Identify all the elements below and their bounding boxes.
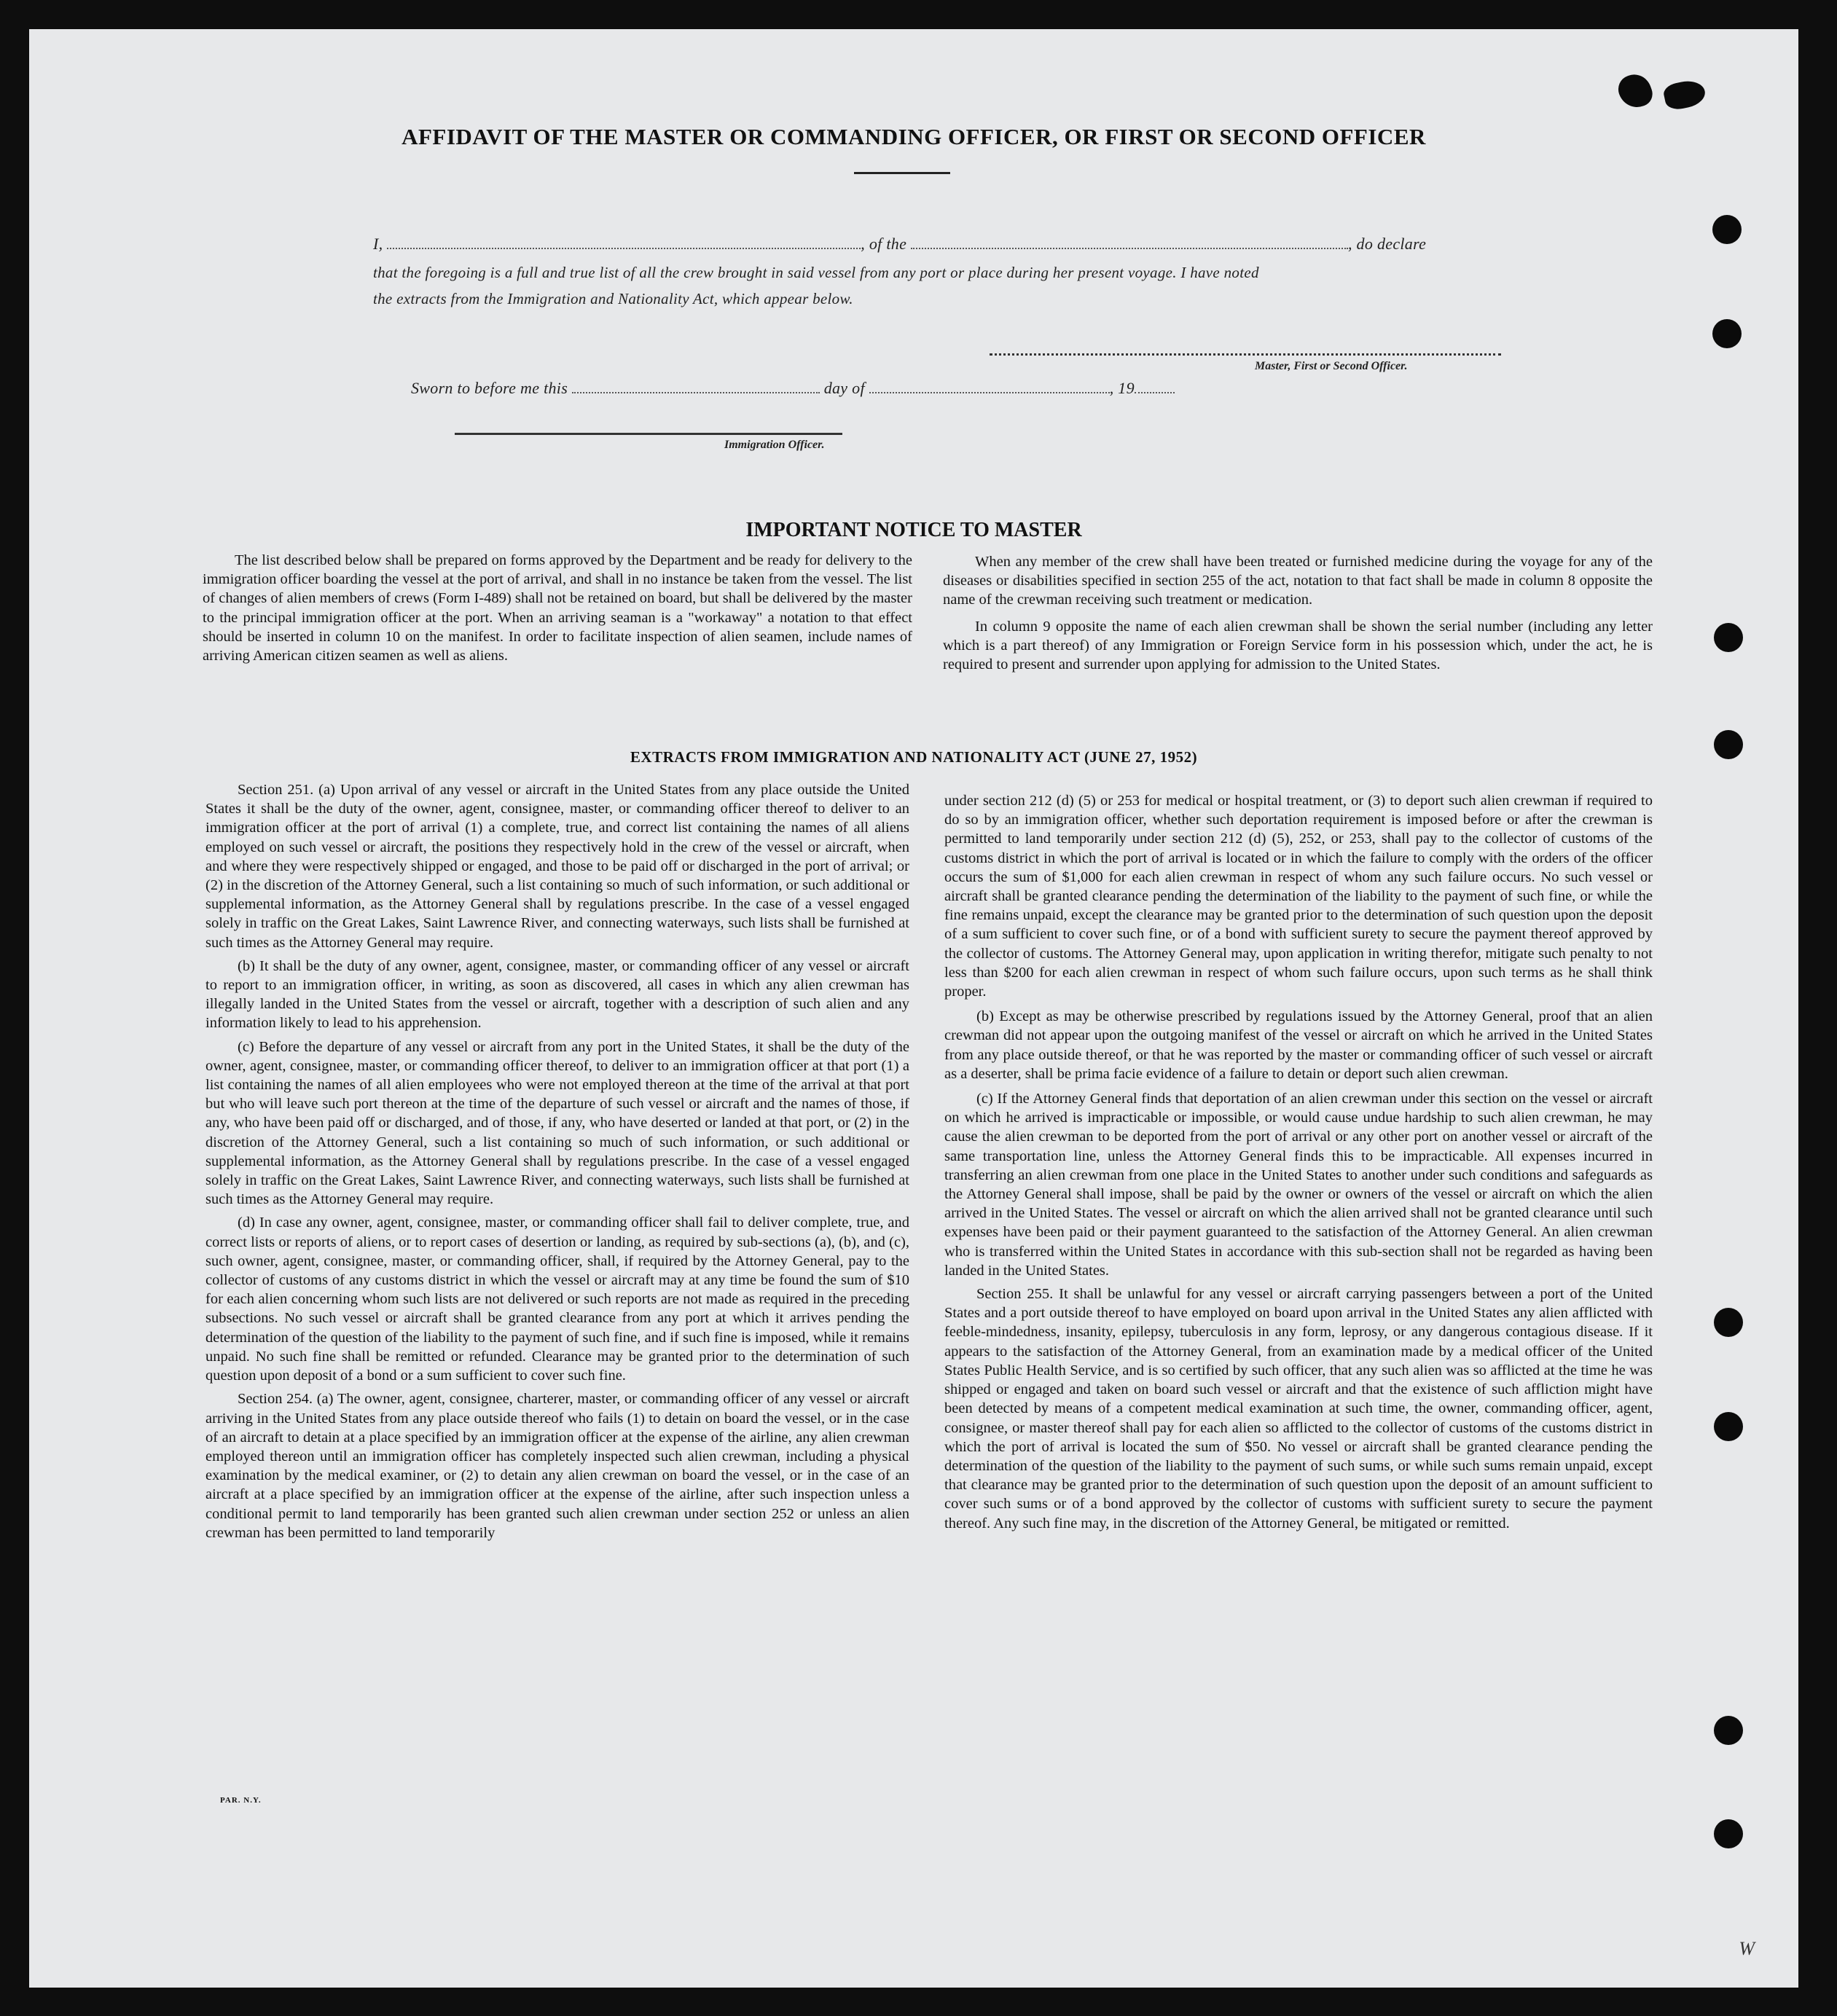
sworn-line xyxy=(411,379,1175,398)
i-label: I, xyxy=(373,235,383,253)
day-of-label: day of xyxy=(823,379,865,397)
of-the-label: , of the xyxy=(861,235,907,253)
affidavit-title: AFFIDAVIT OF THE MASTER OR COMMANDING OFFICER, OR FIRST OR SECOND OFFICER xyxy=(402,124,1426,149)
immigration-officer-label: Immigration Officer. xyxy=(724,439,825,451)
section-254-a-continued: under section 212 (d) (5) or 253 for medical or hospital treatment, or (3) to deport such alien crewman if required to do so by an immigration officer, whether such deportation requirement is imposed before or after the crewman is permitted to land temporarily under section 212 (d) (5), 252, or 253, shall pay to the collector of customs of the customs district in which the port of arrival is located or in which the failure to comply with the orders of the officer occurs the sum of $1,000 for each alien crewman in respect of whom any such failure occurs. No such vessel or aircraft shall be granted clearance pending the determination of the liability to the payment of such fine, or while the fine remains unpaid, except the clearance may be granted prior to the determination of such question upon the deposit of a sum sufficient to cover such fine, or of a bond with sufficient surety to secure the payment thereof approved by the collector of customs. The Attorney General may, upon application in writing therefor, mitigate such penalty to not less than $200 for each alien crewman in respect of whom such failure occurs, upon such terms as he shall think proper. xyxy=(944,793,1653,1000)
do-declare-label: , do declare xyxy=(1347,235,1427,253)
notice-right-column xyxy=(943,552,1653,678)
sworn-label: Sworn to before me this xyxy=(411,379,568,397)
title-underline xyxy=(854,172,950,174)
punch-hole-5 xyxy=(1714,1308,1743,1337)
extracts-right-column xyxy=(944,791,1653,1537)
section-251-b: (b) It shall be the duty of any owner, agent, consignee, master, or commanding officer of any vessel or aircraft to report to an immigration officer, in writing, as soon as discovered, all cases in which any alien crewman has illegally landed in the United States from the vessel or aircraft, together with a description of such alien and any information likely to lead to his apprehension. xyxy=(205,957,909,1032)
sworn-month-field[interactable] xyxy=(869,382,1110,393)
punch-hole-1 xyxy=(1712,215,1742,244)
notice-right-paragraph-2: In column 9 opposite the name of each alien crewman shall be shown the serial number (including any letter which is a part thereof) of any Immigration or Foreign Service form in his possession which, under the act, he is required to present and surrender upon applying for admission to the United States. xyxy=(943,618,1653,673)
master-signature-label: Master, First or Second Officer. xyxy=(1255,360,1408,372)
extracts-left-column xyxy=(205,780,909,1547)
declaration-line xyxy=(373,235,1426,254)
ink-blot-left xyxy=(1614,70,1656,112)
declaration-text-2: the extracts from the Immigration and Nationality Act, which appear below. xyxy=(373,290,853,307)
vessel-field[interactable] xyxy=(911,238,1348,249)
name-field[interactable] xyxy=(387,238,861,249)
section-251-d: (d) In case any owner, agent, consignee, master, or commanding officer shall fail to deliver complete, true, and correct lists or reports of aliens, or to report cases of desertion or landing, as required by sub-sections (a), (b), and (c), such owner, agent, consignee, master, or commanding officer, shall, if required by the Attorney General, pay to the collector of customs of any customs district in which the vessel or aircraft may at any time be found the sum of $10 for each alien concerning whom such lists are not delivered or such reports are not made as required in the preceding subsections. No such vessel or aircraft shall be granted clearance from any port at which it arrives pending the determination of the question of the liability to the payment of such fine, and if such fine is imposed, while it remains unpaid. No such fine shall be remitted or refunded. Clearance may be granted prior to the determination of such question upon deposit of a bond or a sum sufficient to cover such fine. xyxy=(205,1215,909,1384)
section-251-a: Section 251. (a) Upon arrival of any vessel or aircraft in the United States from any place outside the United States it shall be the duty of the owner, agent, consignee, master, or commanding officer thereof to deliver to an immigration officer at the port of arrival (1) a complete, true, and correct list containing the names of all aliens employed on such vessel or aircraft, the positions they respectively hold in the crew of the vessel or aircraft, when and where they were respectively shipped or engaged, and those to be paid off or discharged in the port of arrival; or (2) in the discretion of the Attorney General, such a list containing so much of such information, or such additional or supplemental information, as the Attorney General shall by regulations prescribe. In the case of a vessel engaged solely in traffic on the Great Lakes, Saint Lawrence River, and connecting waterways, such lists shall be furnished at such times as the Attorney General may require. xyxy=(205,782,909,951)
section-254-c: (c) If the Attorney General finds that deportation of an alien crewman under this section on the vessel or aircraft on which he arrived is impracticable or impossible, or would cause undue hardship to such alien crewman, he may cause the alien crewman to be deported from the port of arrival or any other port on another vessel or aircraft of the same transportation line, unless the Attorney General finds this to be impracticable. All expenses incurred in transferring an alien crewman from one place in the United States to another under such conditions and safeguards as the Attorney General shall impose, shall be paid by the owner or owners of the vessel or aircraft on which the alien arrived in the United States. The vessel or aircraft on which the alien arrived shall not be granted clearance until such expenses have been paid or their payment guaranteed to the satisfaction of the Attorney General. An alien crewman who is transferred within the United States in accordance with this sub-section shall not be regarded as having been landed in the United States. xyxy=(944,1091,1653,1279)
punch-hole-7 xyxy=(1714,1716,1743,1745)
section-254-b: (b) Except as may be otherwise prescribed by regulations issued by the Attorney General, proof that an alien crewman did not appear upon the outgoing manifest of the vessel or aircraft on which he arrived in the United States from any place outside thereof, or that he was reported by the master or commanding officer of such vessel or aircraft as a deserter, shall be prima facie evidence of a failure to detain or deport such alien crewman. xyxy=(944,1008,1653,1082)
section-251-c: (c) Before the departure of any vessel or aircraft from any port in the United States, it shall be the duty of the owner, agent, consignee, master, or commanding officer thereof, to deliver to an immigration officer at that port (1) a list containing the names of all alien employees who were not employed thereon at the time of the arrival at that port but who will leave such port thereon at the time of the departure of such vessel or aircraft and the names of those, if any, who have been paid off or discharged, and of those, if any, who have deserted or landed at that port, or (2) in the discretion of the Attorney General, such a list containing so much of such information, or such additional or supplemental information, as the Attorney General shall by regulations prescribe. In the case of a vessel engaged solely in traffic on the Great Lakes, Saint Lawrence River, and connecting waterways, such lists shall be furnished at such times as the Attorney General may require. xyxy=(205,1038,909,1208)
notice-left-column xyxy=(203,551,912,670)
printer-code: PAR. N.Y. xyxy=(220,1796,262,1805)
notice-heading: IMPORTANT NOTICE TO MASTER xyxy=(745,519,1082,541)
section-254-a: Section 254. (a) The owner, agent, consignee, charterer, master, or commanding officer of any vessel or aircraft arriving in the United States from any place outside thereof who fails (1) to detain on board the vessel, or in the case of an aircraft to detain at a place specified by an immigration officer at the expense of the airline, any alien crewman employed thereon until an immigration officer has completely inspected such alien crewman, including a physical examination by the medical examiner, or (2) to detain any alien crewman on board the vessel, or in the case of an aircraft at a place specified by an immigration officer at the expense of the airline, after such inspection unless a conditional permit to land temporarily has been granted such alien crewman under section 252 or unless an alien crewman has been permitted to land temporarily xyxy=(205,1391,909,1541)
punch-hole-6 xyxy=(1714,1412,1743,1441)
corner-handwritten-mark: W xyxy=(1739,1938,1755,1959)
section-255: Section 255. It shall be unlawful for any vessel or aircraft carrying passengers between a port of the United States and a port outside thereof to have employed on board upon arrival in the United States any alien afflicted with feeble-mindedness, insanity, epilepsy, tuberculosis in any form, leprosy, or any dangerous contagious disease. If it appears to the satisfaction of the Attorney General, from an examination made by a medical officer of the United States Public Health Service, and is so certified by such officer, that any such alien was so afflicted at the time he was shipped or engaged and taken on board such vessel or aircraft and that the existence of such affliction might have been detected by means of a competent medical examination at such time, the owner, commanding officer, agent, consignee, or master thereof shall pay for each alien so afflicted to the collector of customs of the customs district in which the port of arrival is located the sum of $50. No vessel or aircraft shall be granted clearance pending the determination of the question of the liability to the payment of such sums, or while such sums remain unpaid, except that clearance may be granted prior to the determination of such question upon the deposit of an amount sufficient to cover such sums or of a bond approved by the collector of customs with sufficient surety to secure the payment thereof. Any such fine may, in the discretion of the Attorney General, be mitigated or remitted. xyxy=(944,1286,1653,1531)
notice-right-paragraph-1: When any member of the crew shall have been treated or furnished medicine during the voyage for any of the diseases or disabilities specified in section 255 of the act, notation to that fact shall be made in column 8 opposite the name of the crewman receiving such treatment or medication. xyxy=(943,554,1653,608)
immigration-officer-signature-line[interactable] xyxy=(455,433,842,435)
declaration-text-1: that the foregoing is a full and true list of all the crew brought in said vessel from any port or place during her present voyage. I have noted xyxy=(373,264,1259,281)
ink-blot-right xyxy=(1662,78,1707,112)
notice-left-paragraph: The list described below shall be prepared on forms approved by the Department and be ready for delivery to the immigration officer boarding the vessel at the port of arrival, and shall in no instance be taken from the vessel. The list of changes of alien members of crews (Form I-489) shall not be retained on board, but shall be delivered by the master to the principal immigration officer at the port. When an arriving seaman is a "workaway" a notation to that effect should be inserted in column 10 on the manifest. In order to facilitate inspection of alien seamen, include names of arriving American citizen seamen as well as aliens. xyxy=(203,552,912,664)
year-label: , 19 xyxy=(1109,379,1135,397)
document-page xyxy=(29,29,1798,1988)
punch-hole-8 xyxy=(1714,1819,1743,1848)
punch-hole-3 xyxy=(1714,623,1743,652)
sworn-day-field[interactable] xyxy=(572,382,820,393)
extracts-heading: EXTRACTS FROM IMMIGRATION AND NATIONALITY ACT (JUNE 27, 1952) xyxy=(630,748,1198,766)
master-signature-line[interactable] xyxy=(990,353,1501,356)
sworn-year-field[interactable] xyxy=(1135,382,1175,393)
punch-hole-2 xyxy=(1712,319,1742,348)
